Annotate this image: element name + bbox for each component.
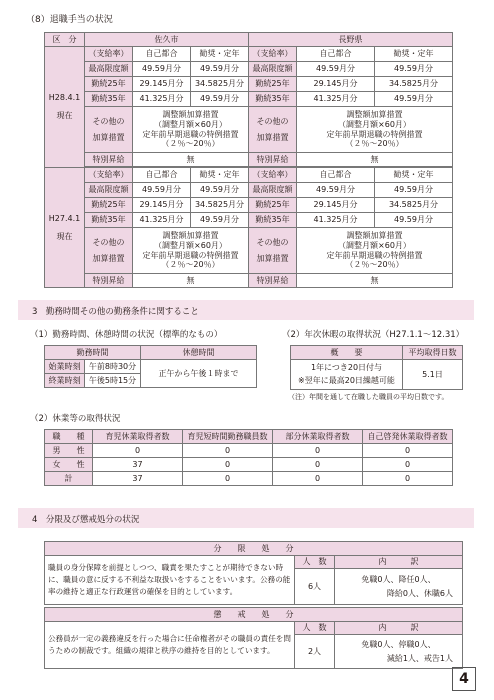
value-cell: 41.325月分 — [297, 92, 375, 107]
value-cell: 49.59月分 — [375, 62, 453, 77]
value-cell: 0 — [273, 472, 363, 486]
col-kansho: 勧奨・定年 — [191, 47, 249, 62]
row-label: 勤続35年 — [85, 213, 133, 228]
col-self: 自己都合 — [133, 47, 191, 62]
col-self: 自己都合 — [297, 168, 375, 183]
header-occupation: 職 種 — [45, 430, 93, 444]
value-cell: 無 — [297, 274, 453, 288]
row-label: 最高限度額 — [85, 183, 133, 198]
other-label: その他の 加算措置 — [85, 107, 133, 153]
header-breakdown: 内 訳 — [335, 622, 463, 635]
row-label: 勤続25年 — [249, 198, 297, 213]
value-cell: 34.5825月分 — [375, 198, 453, 213]
section-4-band — [18, 508, 474, 528]
row-label: 最高限度額 — [85, 62, 133, 77]
period-cell: H28.4.1 現在 — [45, 47, 85, 168]
leave-note: （注）年間を通して在職した職員の平均日数です。 — [288, 393, 449, 401]
header-summary: 概 要 — [291, 346, 403, 360]
header-avg-days: 平均取得日数 — [403, 346, 463, 360]
value-cell: 37 — [93, 472, 183, 486]
bungen-breakdown: 免職0人、降任0人、 降給0人、休職6人 — [335, 569, 463, 605]
value-cell: 29.145月分 — [133, 77, 191, 92]
section-8-title: （8）退職手当の状況 — [26, 15, 113, 25]
row-label: 女 性 — [45, 458, 93, 472]
value-cell: 34.5825月分 — [375, 77, 453, 92]
break-time: 正午から午後１時まで — [141, 360, 257, 388]
row-label: 勤続25年 — [85, 77, 133, 92]
value-cell: 0 — [183, 458, 273, 472]
header-short-hours: 育児短時間勤務職員数 — [183, 430, 273, 444]
retirement-allowance-table — [44, 32, 453, 288]
col-self: 自己都合 — [133, 168, 191, 183]
value-cell: 無 — [133, 153, 249, 167]
col-kansho: 勧奨・定年 — [375, 168, 453, 183]
value-cell: 49.59月分 — [191, 92, 249, 107]
row-label: 勤続25年 — [249, 77, 297, 92]
value-cell: 0 — [363, 444, 453, 458]
other-label: その他の 加算措置 — [249, 107, 297, 153]
avg-days: 5.1日 — [403, 360, 463, 390]
header-saku: 佐久市 — [85, 33, 249, 47]
value-cell: 49.59月分 — [375, 213, 453, 228]
value-cell: 49.59月分 — [297, 183, 375, 198]
value-cell: 29.145月分 — [297, 198, 375, 213]
value-cell: 無 — [133, 274, 249, 288]
value-cell: 0 — [273, 458, 363, 472]
value-cell: 0 — [273, 444, 363, 458]
row-label: 始業時刻 — [45, 360, 85, 374]
chokai-description: 公務員が一定の義務違反を行った場合に任命権者がその職員の責任を問うための制裁です。組織の規律と秩序の維持を目的としています。 — [45, 622, 295, 669]
other-label: その他の 加算措置 — [85, 228, 133, 274]
annual-leave-title: （2）年次休暇の取得状況（H27.1.1～12.31） — [282, 330, 465, 340]
section-4-title: 4 分限及び懲戒処分の状況 — [32, 515, 140, 525]
start-time: 午前8時30分 — [85, 360, 141, 374]
value-cell: 0 — [363, 458, 453, 472]
header-partial: 部分休業取得者数 — [273, 430, 363, 444]
row-label: 特別昇給 — [249, 153, 297, 167]
bungen-count: 6人 — [295, 569, 335, 605]
header-count: 人 数 — [295, 622, 335, 635]
row-label: 特別昇給 — [249, 274, 297, 288]
value-cell: 49.59月分 — [375, 183, 453, 198]
value-cell: 37 — [93, 458, 183, 472]
header-break: 休憩時間 — [141, 346, 257, 360]
col-kansho: 勧奨・定年 — [375, 47, 453, 62]
value-cell: 49.59月分 — [191, 62, 249, 77]
row-label: （支給率） — [85, 168, 133, 183]
row-label: 最高限度額 — [249, 183, 297, 198]
chokai-breakdown: 免職0人、停職0人、 減給1人、戒告1人 — [335, 635, 463, 669]
measure-cell: 調整額加算措置 （調整月額×60月） 定年前早期退職の特例措置 （２％～20％） — [133, 107, 249, 153]
row-label: （支給率） — [249, 168, 297, 183]
bungen-description: 職員の身分保障を前提としつつ、職責を果たすことが期待できない時に、職員の意に反する不利益な取扱いをすることをいいます。公務の能率の維持と適正な行政運営の確保を目的としています。 — [45, 556, 295, 605]
row-label: 勤続35年 — [249, 92, 297, 107]
header-kubun: 区 分 — [45, 33, 85, 47]
row-label: 終業時刻 — [45, 374, 85, 388]
page-number: 4 — [452, 667, 476, 691]
header-self-dev: 自己啓発休業取得者数 — [363, 430, 453, 444]
other-label: その他の 加算措置 — [249, 228, 297, 274]
value-cell: 29.145月分 — [133, 198, 191, 213]
chokai-count: 2人 — [295, 635, 335, 669]
value-cell: 0 — [183, 472, 273, 486]
value-cell: 49.59月分 — [191, 213, 249, 228]
leave-summary: 1年につき20日付与 ※翌年に最高20日繰越可能 — [291, 360, 403, 390]
value-cell: 49.59月分 — [297, 62, 375, 77]
value-cell: 34.5825月分 — [191, 77, 249, 92]
row-label: 特別昇給 — [85, 274, 133, 288]
leave-status-title: （2）休業等の取得状況 — [30, 414, 121, 424]
measure-cell: 調整額加算措置 （調整月額×60月） 定年前早期退職の特例措置 （２％～20％） — [297, 107, 453, 153]
value-cell: 0 — [363, 472, 453, 486]
header-work-hours: 勤務時間 — [45, 346, 141, 360]
section-3-band — [18, 300, 474, 320]
value-cell: 34.5825月分 — [191, 198, 249, 213]
col-self: 自己都合 — [297, 47, 375, 62]
header-count: 人 数 — [295, 556, 335, 569]
end-time: 午後5時15分 — [85, 374, 141, 388]
value-cell: 49.59月分 — [375, 92, 453, 107]
row-label: 最高限度額 — [249, 62, 297, 77]
work-hours-table — [44, 345, 257, 388]
value-cell: 41.325月分 — [133, 92, 191, 107]
value-cell: 49.59月分 — [191, 183, 249, 198]
value-cell: 49.59月分 — [133, 183, 191, 198]
section-3-title: 3 勤務時間その他の勤務条件に関すること — [32, 307, 199, 317]
bungen-table — [44, 541, 463, 605]
row-label: 勤続35年 — [85, 92, 133, 107]
row-label: 勤続25年 — [85, 198, 133, 213]
row-label: 特別昇給 — [85, 153, 133, 167]
value-cell: 0 — [183, 444, 273, 458]
row-label: 男 性 — [45, 444, 93, 458]
header-childcare: 育児休業取得者数 — [93, 430, 183, 444]
measure-cell: 調整額加算措置 （調整月額×60月） 定年前早期退職の特例措置 （２％～20％） — [133, 228, 249, 274]
leave-status-table — [44, 429, 453, 486]
period-cell: H27.4.1 現在 — [45, 168, 85, 288]
bungen-title: 分 限 処 分 — [45, 542, 463, 556]
header-nagano: 長野県 — [249, 33, 453, 47]
row-label: 勤続35年 — [249, 213, 297, 228]
row-label: （支給率） — [249, 47, 297, 62]
work-hours-title: （1）勤務時間、休憩時間の状況（標準的なもの） — [30, 330, 223, 340]
row-label: 計 — [45, 472, 93, 486]
value-cell: 41.325月分 — [133, 213, 191, 228]
chokai-title: 懲 戒 処 分 — [45, 608, 463, 622]
chokai-table — [44, 607, 463, 669]
value-cell: 無 — [297, 153, 453, 167]
measure-cell: 調整額加算措置 （調整月額×60月） 定年前早期退職の特例措置 （２％～20％） — [297, 228, 453, 274]
header-breakdown: 内 訳 — [335, 556, 463, 569]
row-label: （支給率） — [85, 47, 133, 62]
value-cell: 41.325月分 — [297, 213, 375, 228]
annual-leave-table — [290, 345, 463, 390]
value-cell: 0 — [93, 444, 183, 458]
value-cell: 49.59月分 — [133, 62, 191, 77]
col-kansho: 勧奨・定年 — [191, 168, 249, 183]
value-cell: 29.145月分 — [297, 77, 375, 92]
